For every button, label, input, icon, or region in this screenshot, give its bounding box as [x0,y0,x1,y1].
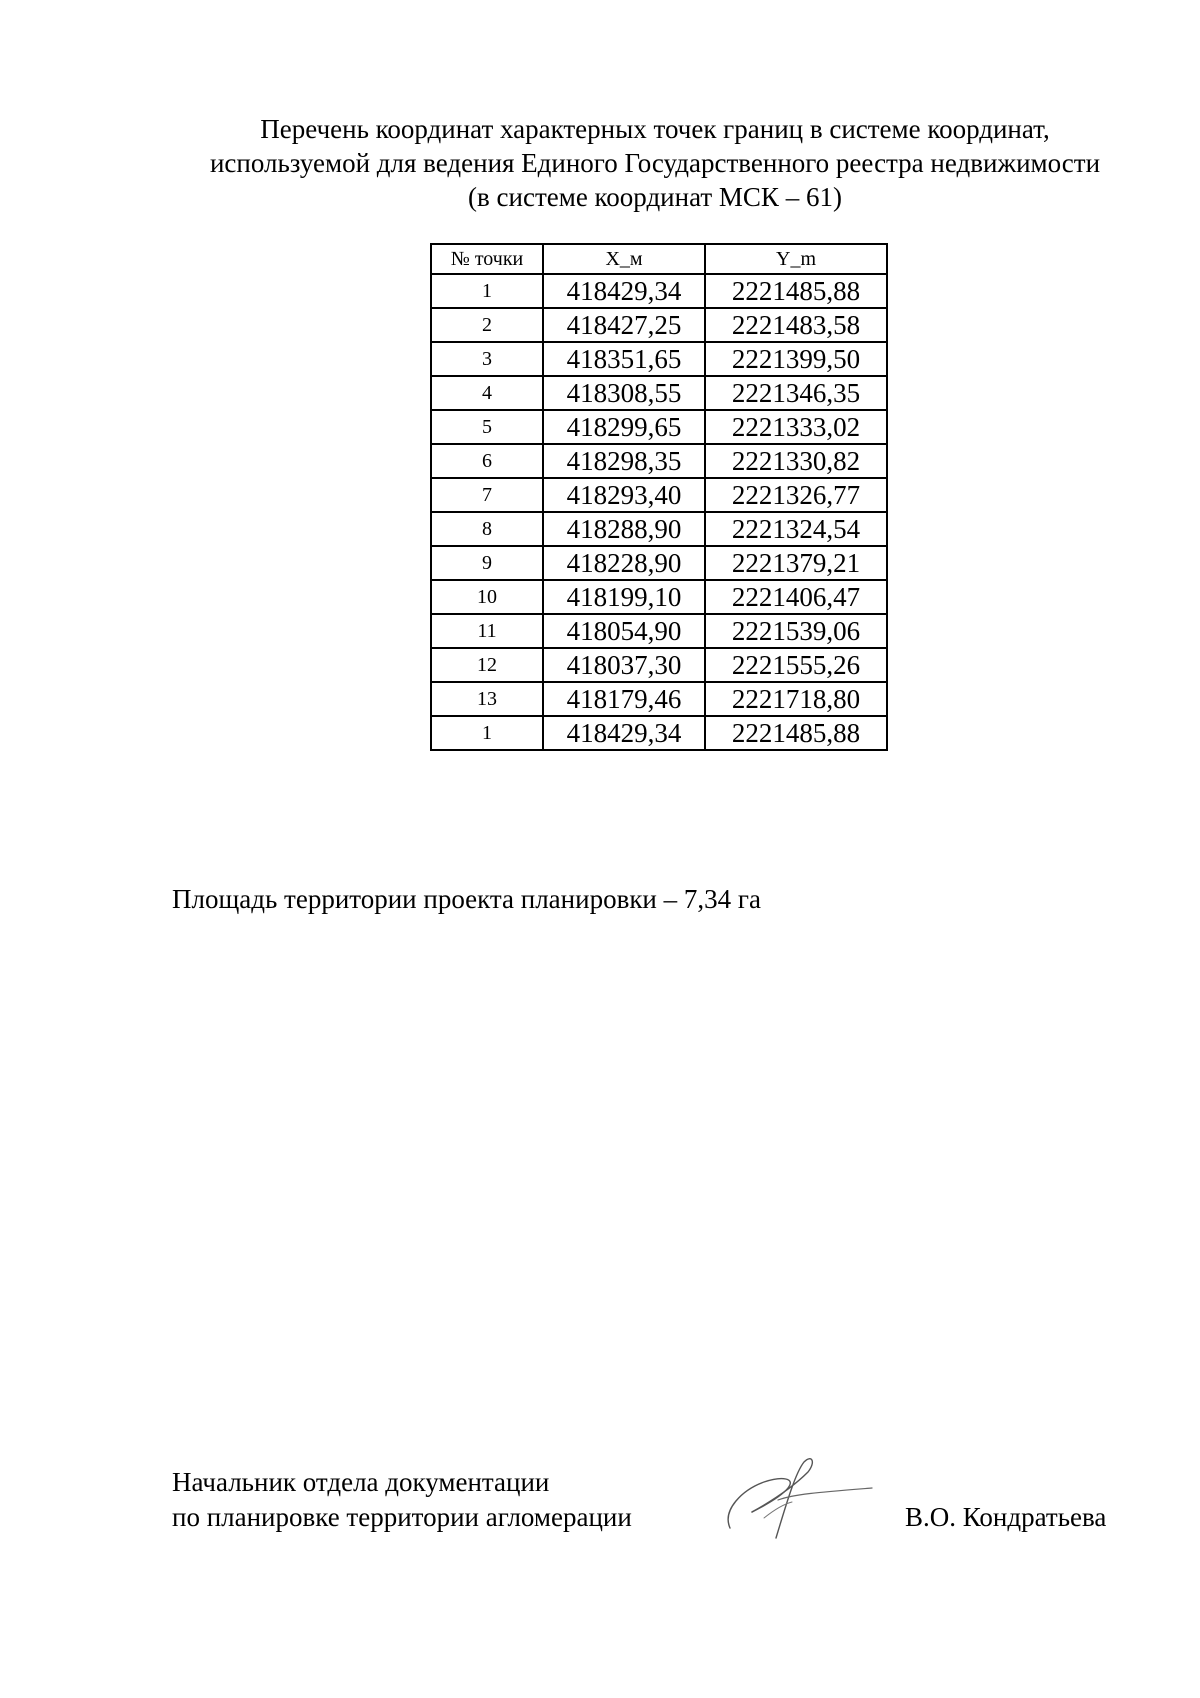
x-coordinate-cell: 418308,55 [543,376,705,410]
table-row [431,648,887,682]
table-row [431,580,887,614]
table-row [431,716,887,750]
column-header-point-number: № точки [431,244,543,274]
table-row [431,546,887,580]
x-coordinate-cell: 418351,65 [543,342,705,376]
table-row [431,342,887,376]
position-line-1: Начальник отдела документации [172,1467,550,1497]
territory-area: Площадь территории проекта планировки – 7,34 га [172,884,761,914]
table-row [431,682,887,716]
table-row [431,444,887,478]
table-row [431,614,887,648]
point-number-cell: 3 [431,342,543,376]
y-coordinate-cell: 2221399,50 [705,342,887,376]
point-number-cell: 6 [431,444,543,478]
table-header-row [431,244,887,274]
y-coordinate-cell: 2221718,80 [705,682,887,716]
x-coordinate-cell: 418288,90 [543,512,705,546]
point-number-cell: 9 [431,546,543,580]
coordinates-table [430,243,888,751]
y-coordinate-cell: 2221485,88 [705,274,887,308]
x-coordinate-cell: 418427,25 [543,308,705,342]
y-coordinate-cell: 2221346,35 [705,376,887,410]
x-coordinate-cell: 418293,40 [543,478,705,512]
y-coordinate-cell: 2221326,77 [705,478,887,512]
y-coordinate-cell: 2221324,54 [705,512,887,546]
signer-name: В.О. Кондратьева [905,1502,1107,1532]
point-number-cell: 13 [431,682,543,716]
y-coordinate-cell: 2221379,21 [705,546,887,580]
document-title [170,112,1140,214]
x-coordinate-cell: 418199,10 [543,580,705,614]
table-row [431,308,887,342]
point-number-cell: 4 [431,376,543,410]
x-coordinate-cell: 418429,34 [543,716,705,750]
point-number-cell: 8 [431,512,543,546]
y-coordinate-cell: 2221333,02 [705,410,887,444]
title-line-2: используемой для ведения Единого Государственного реестра недвижимости [209,148,1101,178]
handwritten-signature [712,1448,877,1543]
column-header-y: Y_m [705,244,887,274]
x-coordinate-cell: 418298,35 [543,444,705,478]
y-coordinate-cell: 2221330,82 [705,444,887,478]
table-row [431,512,887,546]
x-coordinate-cell: 418179,46 [543,682,705,716]
signatory-position [172,1465,632,1535]
point-number-cell: 1 [431,716,543,750]
x-coordinate-cell: 418054,90 [543,614,705,648]
table-row [431,376,887,410]
y-coordinate-cell: 2221485,88 [705,716,887,750]
y-coordinate-cell: 2221555,26 [705,648,887,682]
point-number-cell: 12 [431,648,543,682]
title-line-1: Перечень координат характерных точек границ в системе координат, [260,114,1050,144]
table-row [431,478,887,512]
column-header-x: X_м [543,244,705,274]
title-line-3: (в системе координат МСК – 61) [468,182,842,212]
point-number-cell: 10 [431,580,543,614]
x-coordinate-cell: 418228,90 [543,546,705,580]
y-coordinate-cell: 2221406,47 [705,580,887,614]
point-number-cell: 2 [431,308,543,342]
table-row [431,274,887,308]
point-number-cell: 7 [431,478,543,512]
table-row [431,410,887,444]
point-number-cell: 1 [431,274,543,308]
x-coordinate-cell: 418037,30 [543,648,705,682]
point-number-cell: 11 [431,614,543,648]
x-coordinate-cell: 418299,65 [543,410,705,444]
y-coordinate-cell: 2221539,06 [705,614,887,648]
y-coordinate-cell: 2221483,58 [705,308,887,342]
x-coordinate-cell: 418429,34 [543,274,705,308]
point-number-cell: 5 [431,410,543,444]
position-line-2: по планировке территории агломерации [172,1502,632,1532]
